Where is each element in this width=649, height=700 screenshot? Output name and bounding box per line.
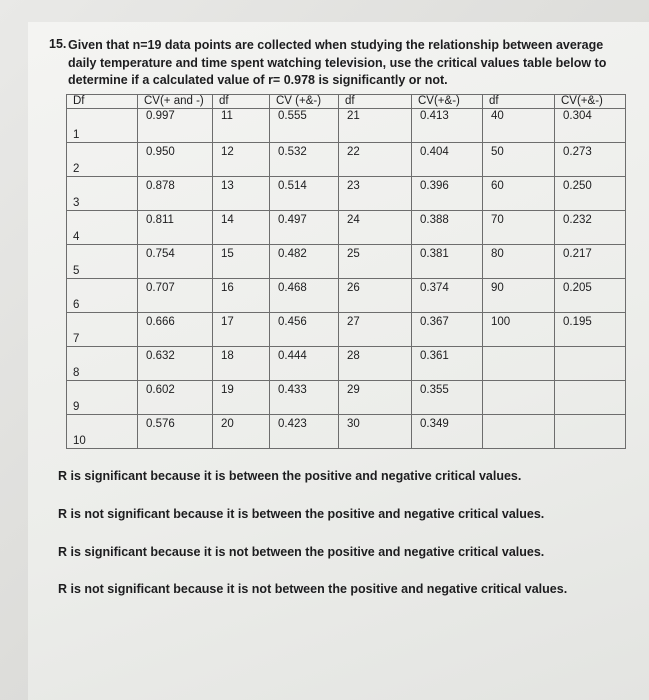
table-cell [138,177,213,211]
table-cell [483,177,555,211]
df-cell [67,347,138,381]
table-cell [339,347,412,381]
table-cell [483,313,555,347]
table-cell [483,381,555,415]
cell-value: 0.396 [420,180,449,192]
answer-option-1[interactable]: R is significant because it is between the positive and negative critical values. [58,469,522,483]
cell-value: 19 [221,384,234,396]
table-cell [270,415,339,449]
table-cell [483,245,555,279]
table-row [67,381,626,415]
table-body [67,109,626,449]
cell-value: 0.232 [563,214,592,226]
question-line: determine if a calculated value of r= 0.978 is significantly or not. [68,73,448,87]
table-cell [339,279,412,313]
table-cell [483,347,555,381]
table-row [67,347,626,381]
table-cell [270,211,339,245]
table-cell [138,143,213,177]
table-cell [213,313,270,347]
cell-value: 0.374 [420,282,449,294]
cell-value: 14 [221,214,234,226]
cell-value: 20 [221,418,234,430]
cell-value: 0.304 [563,110,592,122]
cell-value: 0.205 [563,282,592,294]
table-row [67,279,626,313]
cell-value: 18 [221,350,234,362]
answer-option-2[interactable]: R is not significant because it is between the positive and negative critical values. [58,507,545,521]
table-cell [339,109,412,143]
cell-value: 0.367 [420,316,449,328]
cell-value: 0.388 [420,214,449,226]
cell-value: 22 [347,146,360,158]
table-cell [138,279,213,313]
cell-value: 0.444 [278,350,307,362]
table-cell [483,279,555,313]
table-cell [213,245,270,279]
cell-value: 60 [491,180,504,192]
table-cell [555,177,626,211]
table-cell [555,245,626,279]
cell-value: 0.468 [278,282,307,294]
table-cell [412,109,483,143]
cell-value: 0.997 [146,110,175,122]
cell-value: 0.950 [146,146,175,158]
column-header: Df [67,95,138,109]
table-cell [270,279,339,313]
table-cell [270,245,339,279]
cell-value: 0.361 [420,350,449,362]
table-cell [138,109,213,143]
cell-value: 17 [221,316,234,328]
table-row [67,415,626,449]
table-cell [213,109,270,143]
table-row [67,211,626,245]
table-cell [138,245,213,279]
cell-value: 0.482 [278,248,307,260]
cell-value: 0.433 [278,384,307,396]
table-cell [483,211,555,245]
cell-value: 15 [221,248,234,260]
df-cell [67,415,138,449]
cell-value: 90 [491,282,504,294]
cell-value: 28 [347,350,360,362]
df-label: 3 [73,197,80,209]
df-cell [67,109,138,143]
table-cell [270,381,339,415]
table-cell [339,381,412,415]
column-header: df [339,95,412,109]
table-cell [555,279,626,313]
table-cell [412,347,483,381]
question-line: Given that n=19 data points are collected when studying the relationship between average [68,38,604,52]
df-label: 6 [73,299,80,311]
table-cell [555,109,626,143]
cell-value: 21 [347,110,360,122]
table-cell [412,313,483,347]
cell-value: 0.195 [563,316,592,328]
cell-value: 80 [491,248,504,260]
table-cell [555,211,626,245]
cell-value: 23 [347,180,360,192]
df-label: 7 [73,333,80,345]
cell-value: 30 [347,418,360,430]
table-cell [412,177,483,211]
table-cell [213,143,270,177]
table-header-row [67,95,626,109]
table-cell [270,177,339,211]
cell-value: 0.456 [278,316,307,328]
table-cell [270,109,339,143]
table-cell [213,381,270,415]
table-cell [555,381,626,415]
cell-value: 0.349 [420,418,449,430]
table-cell [339,245,412,279]
column-header: df [483,95,555,109]
cell-value: 25 [347,248,360,260]
cell-value: 70 [491,214,504,226]
df-label: 10 [73,435,86,447]
cell-value: 0.497 [278,214,307,226]
cell-value: 0.666 [146,316,175,328]
column-header: CV(+ and -) [138,95,213,109]
cell-value: 26 [347,282,360,294]
table-row [67,313,626,347]
critical-values-table [66,94,626,449]
cell-value: 0.707 [146,282,175,294]
cell-value: 13 [221,180,234,192]
answer-option-3[interactable]: R is significant because it is not between the positive and negative critical values. [58,545,545,559]
df-label: 8 [73,367,80,379]
df-label: 5 [73,265,80,277]
table-cell [213,279,270,313]
df-cell [67,143,138,177]
table-cell [270,347,339,381]
table-row [67,109,626,143]
table-cell [483,109,555,143]
cell-value: 0.754 [146,248,175,260]
df-cell [67,177,138,211]
df-label: 1 [73,129,80,141]
table-cell [138,211,213,245]
df-cell [67,313,138,347]
table-cell [412,415,483,449]
table-cell [138,347,213,381]
table-cell [213,177,270,211]
cell-value: 0.423 [278,418,307,430]
table-cell [555,347,626,381]
table-cell [412,143,483,177]
table-cell [555,313,626,347]
table-cell [213,211,270,245]
cell-value: 0.355 [420,384,449,396]
table-cell [270,143,339,177]
cell-value: 0.404 [420,146,449,158]
table-cell [412,381,483,415]
table-row [67,245,626,279]
df-cell [67,211,138,245]
table-cell [138,415,213,449]
table-cell [412,245,483,279]
question-text [68,37,638,90]
cell-value: 0.250 [563,180,592,192]
table-cell [339,177,412,211]
question-line: daily temperature and time spent watching television, use the critical values table below to [68,55,607,70]
cell-value: 11 [221,110,233,122]
question-number: 15. [49,37,67,51]
cell-value: 0.217 [563,248,592,260]
cell-value: 27 [347,316,360,328]
table-cell [213,415,270,449]
cell-value: 0.514 [278,180,307,192]
column-header: CV(+&-) [555,95,626,109]
column-header: df [213,95,270,109]
cell-value: 24 [347,214,360,226]
cell-value: 50 [491,146,504,158]
column-header: CV(+&-) [412,95,483,109]
column-header: CV (+&-) [270,95,339,109]
answer-option-4[interactable]: R is not significant because it is not between the positive and negative critical values. [58,582,568,596]
cell-value: 16 [221,282,234,294]
table-cell [483,143,555,177]
table-cell [555,415,626,449]
cell-value: 0.532 [278,146,307,158]
df-cell [67,381,138,415]
cell-value: 40 [491,110,504,122]
table-cell [339,211,412,245]
table-cell [412,279,483,313]
table-cell [483,415,555,449]
cell-value: 29 [347,384,360,396]
df-label: 2 [73,163,80,175]
cell-value: 0.381 [420,248,449,260]
cell-value: 100 [491,316,511,328]
table-cell [270,313,339,347]
cell-value: 12 [221,146,234,158]
cell-value: 0.273 [563,146,592,158]
cell-value: 0.555 [278,110,307,122]
cell-value: 0.413 [420,110,449,122]
cell-value: 0.811 [146,214,174,226]
table-cell [138,313,213,347]
table-cell [213,347,270,381]
table-row [67,143,626,177]
table-cell [339,143,412,177]
table-row [67,177,626,211]
table-cell [339,415,412,449]
cell-value: 0.632 [146,350,175,362]
df-cell [67,245,138,279]
df-label: 9 [73,401,80,413]
table-cell [138,381,213,415]
df-label: 4 [73,231,80,243]
table-cell [412,211,483,245]
cell-value: 0.602 [146,384,175,396]
table-cell [555,143,626,177]
cell-value: 0.576 [146,418,175,430]
cell-value: 0.878 [146,180,175,192]
df-cell [67,279,138,313]
table-cell [339,313,412,347]
